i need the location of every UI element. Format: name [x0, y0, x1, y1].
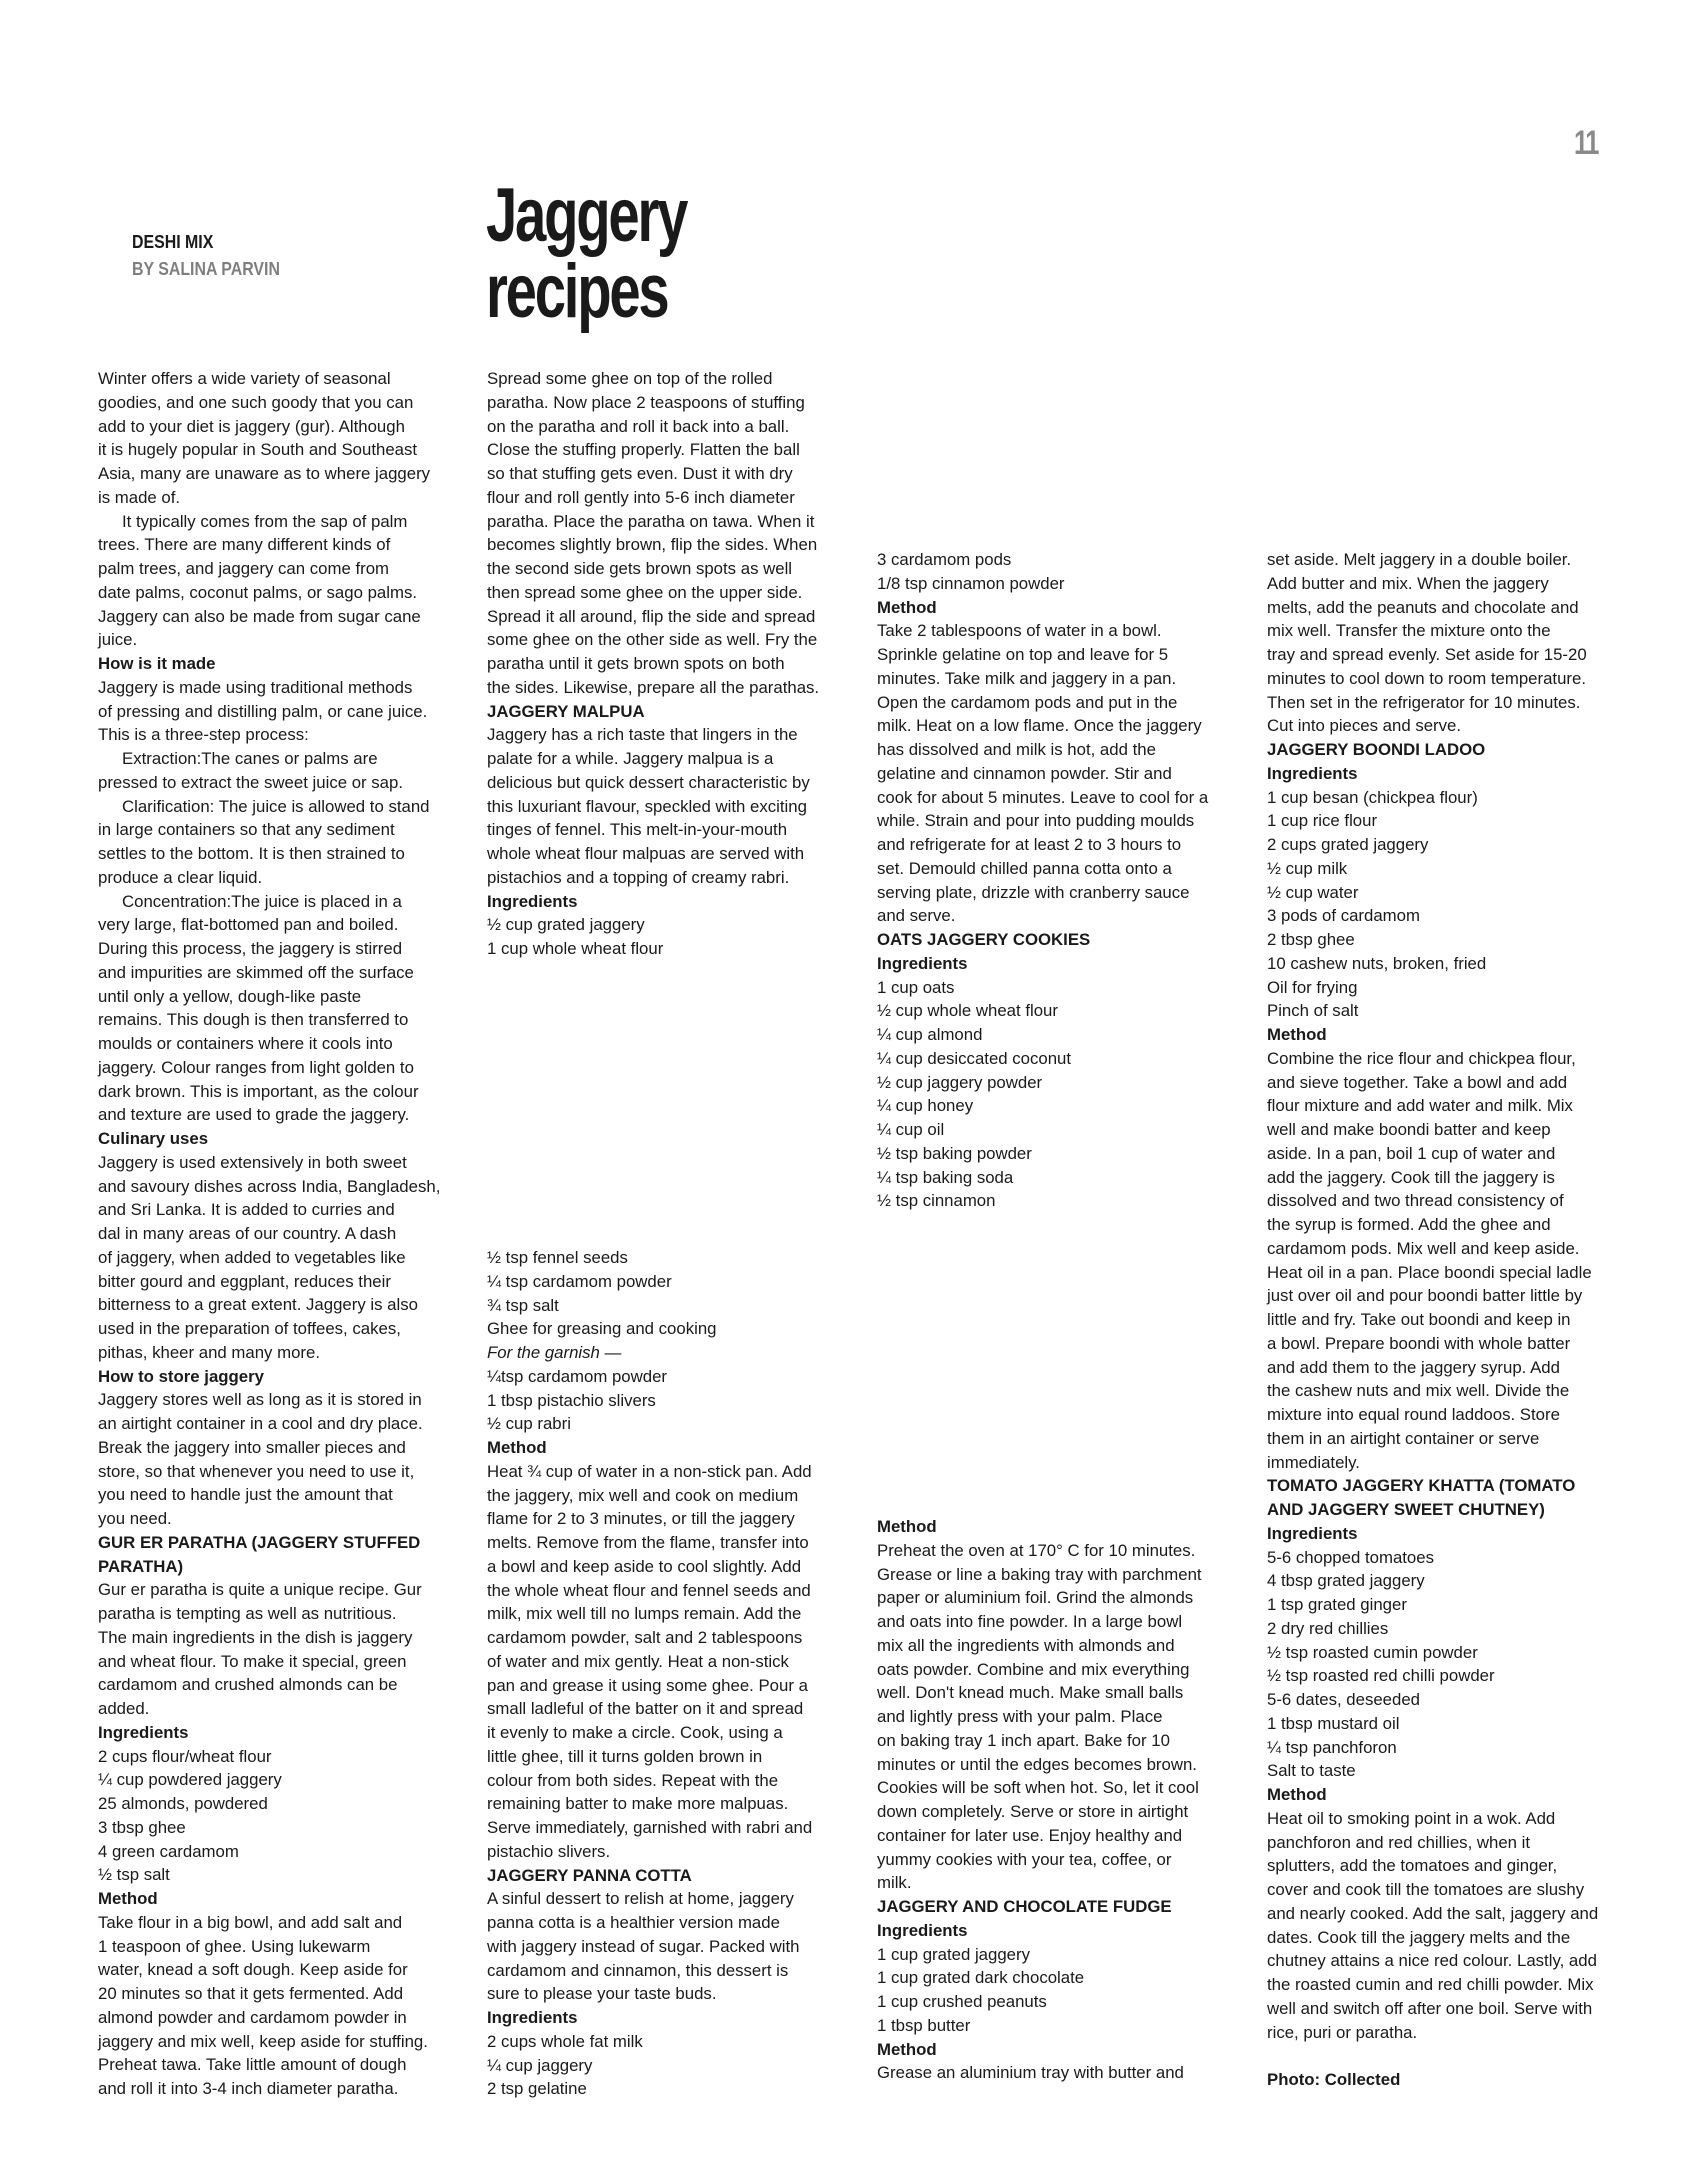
text-line: small ladleful of the batter on it and spread [487, 1699, 804, 1719]
text-line: ½ cup jaggery powder [877, 1072, 1043, 1092]
text-line: Open the cardamom pods and put in the [877, 692, 1178, 712]
text-column-3-block-1 [877, 548, 1237, 1213]
text-line: becomes slightly brown, flip the sides. When [487, 535, 818, 555]
text-line: produce a clear liquid. [98, 867, 263, 887]
text-line: Preheat the oven at 170° C for 10 minutes. [877, 1540, 1196, 1560]
text-line: Break the jaggery into smaller pieces and [98, 1437, 406, 1457]
text-line: palate for a while. Jaggery malpua is a [487, 749, 774, 768]
text-line: Jaggery stores well as long as it is stored in [98, 1390, 422, 1410]
text-line: ½ tsp roasted cumin powder [1267, 1642, 1478, 1662]
text-line: 2 cups grated jaggery [1267, 835, 1429, 854]
text-line: minutes or until the edges becomes brown. [877, 1754, 1197, 1774]
text-line: has dissolved and milk is hot, add the [877, 740, 1156, 759]
text-line: almond powder and cardamom powder in [98, 2007, 407, 2027]
text-line: with jaggery instead of sugar. Packed with [487, 1936, 800, 1956]
text-line: of pressing and distilling palm, or cane juice. [98, 701, 428, 721]
text-line: The main ingredients in the dish is jaggery [98, 1627, 413, 1647]
text-line: Cookies will be soft when hot. So, let it cool [877, 1778, 1199, 1798]
text-line: 1 teaspoon of ghee. Using lukewarm [98, 1936, 371, 1956]
text-line: them in an airtight container or serve [1267, 1428, 1540, 1448]
text-line: of jaggery, when added to vegetables like [98, 1247, 406, 1267]
text-line: the jaggery, mix well and cook on medium [487, 1485, 799, 1505]
text-line: 1 tsp grated ginger [1267, 1595, 1407, 1614]
byline: BY SALINA PARVIN [132, 258, 280, 279]
text-line: the syrup is formed. Add the ghee and [1267, 1215, 1551, 1234]
text-line: of water and mix gently. Heat a non-stick [487, 1651, 789, 1671]
text-line: jaggery. Colour ranges from light golden to [98, 1057, 414, 1077]
text-line: It typically comes from the sap of palm [122, 511, 408, 531]
text-line: 1 tbsp pistachio slivers [487, 1390, 656, 1410]
text-line: the whole wheat flour and fennel seeds and [487, 1580, 811, 1600]
text-line: tray and spread evenly. Set aside for 15-20 [1267, 645, 1587, 664]
text-line: the second side gets brown spots as well [487, 559, 793, 578]
subheading-line: Method [877, 1517, 937, 1536]
text-line: little and fry. Take out boondi and keep in [1267, 1310, 1571, 1329]
text-line: ½ cup rabri [487, 1414, 571, 1434]
page-number: 11 [1574, 124, 1598, 162]
section-name: DESHI MIX [132, 231, 214, 252]
text-line: ½ tsp fennel seeds [487, 1248, 628, 1267]
text-line: just over oil and pour boondi batter little by [1267, 1286, 1583, 1306]
subheading-line: Ingredients [1267, 1523, 1358, 1543]
text-line: well and switch off after one boil. Serve with [1267, 1998, 1593, 2018]
text-line: 20 minutes so that it gets fermented. Add [98, 1984, 404, 2003]
text-line: remaining batter to make more malpuas. [487, 1794, 789, 1814]
text-line: ½ tsp roasted red chilli powder [1267, 1666, 1495, 1686]
text-line: yummy cookies with your tea, coffee, or [877, 1849, 1172, 1869]
text-line: Oil for frying [1267, 977, 1358, 997]
text-line [1267, 2044, 1627, 2068]
text-line: paratha until it gets brown spots on both [487, 654, 785, 673]
text-line: and wheat flour. To make it special, green [98, 1651, 407, 1671]
text-line: 1 cup oats [877, 977, 955, 997]
text-line: minutes. Take milk and jaggery in a pan. [877, 668, 1177, 688]
text-line: ¼ cup powdered jaggery [98, 1770, 282, 1790]
text-line: cardamom and cinnamon, this dessert is [487, 1960, 789, 1980]
subheading-line: Method [1267, 1785, 1327, 1804]
text-line: date palms, coconut palms, or sago palms. [98, 582, 417, 602]
text-line: For the garnish — [487, 1343, 622, 1362]
headline [486, 173, 687, 334]
text-line: 3 cardamom pods [877, 550, 1012, 569]
text-line: pistachio slivers. [487, 1841, 611, 1861]
text-line: ¼ cup oil [877, 1120, 945, 1139]
subheading-line: Method [877, 2039, 937, 2059]
text-line: 1 cup whole wheat flour [487, 939, 664, 958]
subheading-line: Method [1267, 1025, 1327, 1044]
text-line: on the paratha and roll it back into a ball. [487, 416, 790, 436]
subheading-line: JAGGERY MALPUA [487, 701, 645, 721]
text-line: jaggery and mix well, keep aside for stuffing. [98, 2031, 428, 2051]
text-line: Heat oil to smoking point in a wok. Add [1267, 1808, 1556, 1828]
text-line: and serve. [877, 906, 956, 926]
text-line: 4 tbsp grated jaggery [1267, 1571, 1425, 1591]
subheading-line: Method [487, 1438, 547, 1457]
text-line: panchforon and red chillies, when it [1267, 1832, 1531, 1852]
text-line: rice, puri or paratha. [1267, 2022, 1418, 2042]
text-line: whole wheat flour malpuas are served with [487, 844, 805, 863]
text-line: and add them to the jaggery syrup. Add [1267, 1357, 1560, 1377]
subheading-line: TOMATO JAGGERY KHATTA (TOMATO [1267, 1476, 1576, 1496]
text-line: and refrigerate for at least 2 to 3 hours to [877, 835, 1182, 854]
text-line: milk. Heat on a low flame. Once the jaggery [877, 716, 1202, 736]
text-line: 2 tbsp ghee [1267, 930, 1355, 949]
text-line: Jaggery can also be made from sugar cane [98, 606, 421, 626]
text-line: add to your diet is jaggery (gur). Although [98, 416, 405, 436]
text-line: ¼ cup almond [877, 1025, 983, 1044]
subheading-line: Ingredients [98, 1722, 189, 1742]
text-line: pressed to extract the sweet juice or sap. [98, 772, 404, 792]
text-line: dal in many areas of our country. A dash [98, 1224, 397, 1243]
text-line: Grease or line a baking tray with parchment [877, 1564, 1202, 1584]
text-line: paratha is tempting as well as nutritious. [98, 1604, 397, 1623]
text-line: cardamom powder, salt and 2 tablespoons [487, 1628, 803, 1647]
text-line: down completely. Serve or store in airtight [877, 1802, 1189, 1821]
text-line: the sides. Likewise, prepare all the parathas. [487, 677, 820, 697]
text-column-4-block-1 [1267, 548, 1627, 2092]
text-line: Gur er paratha is quite a unique recipe. Gur [98, 1580, 422, 1600]
text-line: set. Demould chilled panna cotta onto a [877, 858, 1172, 878]
text-line: well and make boondi batter and keep [1267, 1120, 1551, 1139]
text-line: moulds or containers where it cools into [98, 1034, 393, 1053]
text-line: 1 cup besan (chickpea flour) [1267, 787, 1478, 807]
text-line: ¼ cup jaggery [487, 2055, 593, 2075]
text-column-3-block-2 [877, 1515, 1237, 2085]
text-line: bitter gourd and eggplant, reduces their [98, 1271, 391, 1291]
text-line: milk, mix well till no lumps remain. Add the [487, 1604, 802, 1624]
text-line: Add butter and mix. When the jaggery [1267, 573, 1549, 593]
text-line: ¼ tsp panchforon [1267, 1737, 1397, 1757]
text-line: dissolved and two thread consistency of [1267, 1191, 1564, 1211]
text-line: immediately. [1267, 1452, 1360, 1472]
text-line: Close the stuffing properly. Flatten the ball [487, 440, 800, 460]
subheading-line: Photo: Collected [1267, 2070, 1401, 2089]
text-column-2-block-2 [487, 1246, 847, 2101]
text-line: ¼ tsp baking soda [877, 1167, 1014, 1187]
text-line: Salt to taste [1267, 1761, 1356, 1781]
text-line: melts, add the peanuts and chocolate and [1267, 597, 1579, 617]
text-line: it is hugely popular in South and Southeast [98, 440, 418, 460]
text-line: Serve immediately, garnished with rabri and [487, 1818, 813, 1837]
subheading-line: How is it made [98, 654, 216, 673]
text-line: while. Strain and pour into pudding moulds [877, 811, 1195, 831]
text-line: until only a yellow, dough-like paste [98, 986, 362, 1006]
headline-line-1: Jaggery [486, 173, 687, 258]
subheading-line: AND JAGGERY SWEET CHUTNEY) [1267, 1500, 1545, 1519]
text-line: sure to please your taste buds. [487, 1984, 717, 2004]
subheading-line: Ingredients [487, 2008, 578, 2027]
text-line: Pinch of salt [1267, 1001, 1359, 1021]
text-line: well. Don't knead much. Make small balls [877, 1683, 1184, 1703]
text-line: 1 cup grated dark chocolate [877, 1968, 1085, 1988]
text-column-1-block-1 [98, 367, 458, 2101]
text-line: ½ tsp cinnamon [877, 1191, 996, 1211]
text-line: container for later use. Enjoy healthy and [877, 1825, 1183, 1845]
text-line: so that stuffing gets even. Dust it with dry [487, 464, 793, 483]
text-line: colour from both sides. Repeat with the [487, 1770, 779, 1790]
text-line: melts. Remove from the flame, transfer into [487, 1533, 809, 1552]
text-line: ½ tsp salt [98, 1865, 170, 1885]
text-line: palm trees, and jaggery can come from [98, 559, 390, 578]
text-line: bitterness to a great extent. Jaggery is also [98, 1295, 418, 1315]
text-line: settles to the bottom. It is then strained to [98, 844, 405, 863]
text-line: Cut into pieces and serve. [1267, 716, 1462, 736]
subheading-line: Culinary uses [98, 1129, 209, 1148]
text-line: Jaggery is used extensively in both sweet [98, 1152, 407, 1172]
text-line: paper or aluminium foil. Grind the almonds [877, 1588, 1194, 1608]
text-line: remains. This dough is then transferred to [98, 1010, 409, 1030]
text-line: little ghee, till it turns golden brown in [487, 1746, 763, 1766]
text-line: Spread some ghee on top of the rolled [487, 369, 773, 388]
subheading-line: JAGGERY AND CHOCOLATE FUDGE [877, 1897, 1172, 1916]
text-line: 2 cups whole fat milk [487, 2031, 643, 2051]
text-line: pistachios and a topping of creamy rabri. [487, 867, 790, 887]
text-line: 2 tsp gelatine [487, 2079, 587, 2099]
text-line: 1 cup crushed peanuts [877, 1992, 1047, 2011]
text-line: Spread it all around, flip the side and spread [487, 606, 816, 626]
text-line: Jaggery is made using traditional methods [98, 677, 413, 697]
text-line: gelatine and cinnamon powder. Stir and [877, 763, 1172, 783]
text-line: chutney attains a nice red colour. Lastly, add [1267, 1951, 1597, 1971]
text-line: ½ cup grated jaggery [487, 915, 645, 935]
text-line: This is a three-step process: [98, 725, 309, 745]
subheading-line: Method [98, 1889, 158, 1908]
text-line: add the jaggery. Cook till the jaggery is [1267, 1167, 1555, 1187]
text-line: ½ tsp baking powder [877, 1143, 1032, 1163]
text-line: an airtight container in a cool and dry place. [98, 1414, 423, 1433]
text-line: ¼ tsp cardamom powder [487, 1271, 672, 1291]
text-line: Winter offers a wide variety of seasonal [98, 369, 391, 388]
text-line: you need. [98, 1509, 172, 1528]
text-line: Heat oil in a pan. Place boondi special ladle [1267, 1262, 1592, 1282]
text-line: ½ cup whole wheat flour [877, 1001, 1058, 1021]
text-line: store, so that whenever you need to use it, [98, 1461, 415, 1481]
text-line: the roasted cumin and red chilli powder. Mix [1267, 1975, 1594, 1994]
text-line: oats powder. Combine and mix everything [877, 1659, 1190, 1679]
text-line: A sinful dessert to relish at home, jaggery [487, 1889, 794, 1909]
text-line: and texture are used to grade the jaggery. [98, 1105, 410, 1125]
text-line: During this process, the jaggery is stirred [98, 939, 403, 958]
text-line: ¼tsp cardamom powder [487, 1366, 668, 1386]
text-line: ¼ cup desiccated coconut [877, 1048, 1072, 1068]
text-line: this luxuriant flavour, speckled with exciting [487, 796, 807, 816]
text-line: added. [98, 1699, 150, 1718]
text-line: Extraction:The canes or palms are [122, 749, 378, 768]
text-line: you need to handle just the amount that [98, 1485, 393, 1505]
text-line: Ghee for greasing and cooking [487, 1319, 717, 1339]
text-line: ¼ cup honey [877, 1096, 974, 1116]
text-line: Clarification: The juice is allowed to stand [122, 796, 430, 816]
text-line: dates. Cook till the jaggery melts and the [1267, 1927, 1571, 1947]
subheading-line: JAGGERY PANNA COTTA [487, 1865, 692, 1885]
text-line: flour and roll gently into 5-6 inch diameter [487, 487, 795, 507]
text-line: ½ cup water [1267, 882, 1359, 902]
subheading-line: Ingredients [877, 953, 968, 973]
text-line: the cashew nuts and mix well. Divide the [1267, 1381, 1570, 1401]
subheading-line: Ingredients [877, 1920, 968, 1940]
text-line: and Sri Lanka. It is added to curries and [98, 1200, 395, 1220]
text-line: and oats into fine powder. In a large bowl [877, 1612, 1183, 1631]
text-line: and savoury dishes across India, Bangladesh, [98, 1176, 441, 1196]
text-line: paratha. Now place 2 teaspoons of stuffing [487, 392, 805, 412]
text-line: pithas, kheer and many more. [98, 1342, 320, 1362]
text-line: Take 2 tablespoons of water in a bowl. [877, 621, 1162, 641]
text-line: cardamom and crushed almonds can be [98, 1675, 398, 1695]
subheading-line: PARATHA) [98, 1556, 184, 1576]
headline-line-2: recipes [486, 249, 668, 334]
subheading-line: Method [877, 597, 937, 617]
text-line: 1 cup rice flour [1267, 811, 1378, 831]
text-line: on baking tray 1 inch apart. Bake for 10 [877, 1730, 1170, 1750]
text-line: milk. [877, 1873, 912, 1893]
text-line: Then set in the refrigerator for 10 minutes. [1267, 692, 1581, 712]
text-line: Combine the rice flour and chickpea flour, [1267, 1048, 1576, 1068]
text-line: 1 cup grated jaggery [877, 1944, 1030, 1964]
text-line: 1 tbsp mustard oil [1267, 1713, 1400, 1733]
text-line: mixture into equal round laddoos. Store [1267, 1405, 1560, 1424]
text-line: tinges of fennel. This melt-in-your-mouth [487, 820, 788, 840]
text-line: splutters, add the tomatoes and ginger, [1267, 1856, 1558, 1876]
text-line: 2 cups flour/wheat flour [98, 1746, 272, 1766]
text-line: pan and grease it using some ghee. Pour a [487, 1675, 808, 1695]
text-line: ½ cup milk [1267, 858, 1348, 878]
text-line: paratha. Place the paratha on tawa. When it [487, 511, 815, 531]
text-line: a bowl. Prepare boondi with whole batter [1267, 1333, 1571, 1353]
subheading-line: Ingredients [487, 891, 578, 911]
text-line: Take flour in a big bowl, and add salt and [98, 1912, 403, 1932]
text-line: Asia, many are unaware as to where jaggery [98, 464, 431, 483]
text-line: and roll it into 3-4 inch diameter paratha. [98, 2079, 399, 2098]
text-line: it evenly to make a circle. Cook, using a [487, 1723, 783, 1742]
text-line: Sprinkle gelatine on top and leave for 5 [877, 645, 1169, 664]
text-line: aside. In a pan, boil 1 cup of water and [1267, 1143, 1556, 1163]
text-line: Concentration:The juice is placed in a [122, 891, 402, 911]
text-line: flour mixture and add water and milk. Mix [1267, 1096, 1573, 1116]
text-line: dark brown. This is important, as the colour [98, 1081, 419, 1101]
text-line: 25 almonds, powdered [98, 1794, 268, 1813]
text-line: 5-6 dates, deseeded [1267, 1690, 1421, 1709]
text-line: is made of. [98, 487, 181, 507]
text-line: Preheat tawa. Take little amount of dough [98, 2055, 407, 2075]
text-line: set aside. Melt jaggery in a double boiler. [1267, 550, 1572, 569]
text-line: juice. [98, 630, 138, 650]
text-line: Grease an aluminium tray with butter and [877, 2063, 1184, 2083]
text-line: a bowl and keep aside to cool slightly. Add [487, 1556, 802, 1576]
text-line: Jaggery has a rich taste that lingers in the [487, 725, 798, 745]
text-line: 10 cashew nuts, broken, fried [1267, 953, 1487, 973]
text-line: goodies, and one such goody that you can [98, 392, 414, 412]
section-tag [132, 228, 280, 282]
subheading-line: How to store jaggery [98, 1366, 264, 1386]
text-line: 1/8 tsp cinnamon powder [877, 573, 1065, 593]
text-column-2-block-1 [487, 367, 847, 961]
text-line: delicious but quick dessert characteristic by [487, 772, 810, 792]
text-line: in large containers so that any sediment [98, 820, 395, 840]
text-line: 3 tbsp ghee [98, 1817, 186, 1837]
text-line: Heat ¾ cup of water in a non-stick pan. Add [487, 1461, 812, 1481]
text-line: water, knead a soft dough. Keep aside for [98, 1960, 408, 1980]
text-line: 4 green cardamom [98, 1841, 239, 1861]
text-line: 1 tbsp butter [877, 2015, 971, 2035]
text-line: cook for about 5 minutes. Leave to cool for a [877, 787, 1209, 807]
subheading-line: Ingredients [1267, 763, 1358, 783]
text-line: minutes to cool down to room temperature. [1267, 668, 1586, 688]
text-line: and nearly cooked. Add the salt, jaggery and [1267, 1903, 1599, 1923]
text-line: flame for 2 to 3 minutes, or till the jaggery [487, 1509, 795, 1529]
text-line: 5-6 chopped tomatoes [1267, 1547, 1434, 1567]
subheading-line: GUR ER PARATHA (JAGGERY STUFFED [98, 1532, 421, 1552]
text-line: and impurities are skimmed off the surface [98, 962, 414, 982]
text-line: 2 dry red chillies [1267, 1618, 1389, 1638]
text-line: panna cotta is a healthier version made [487, 1913, 780, 1932]
text-line: and lightly press with your palm. Place [877, 1707, 1163, 1726]
subheading-line: OATS JAGGERY COOKIES [877, 930, 1091, 949]
text-line: and sieve together. Take a bowl and add [1267, 1072, 1568, 1092]
subheading-line: JAGGERY BOONDI LADOO [1267, 740, 1486, 759]
text-line: some ghee on the other side as well. Fry the [487, 630, 818, 650]
text-line: used in the preparation of toffees, cakes, [98, 1319, 401, 1338]
text-line: serving plate, drizzle with cranberry sauce [877, 882, 1190, 902]
text-line: then spread some ghee on the upper side. [487, 582, 803, 602]
text-line: trees. There are many different kinds of [98, 535, 391, 555]
text-line: mix all the ingredients with almonds and [877, 1635, 1175, 1655]
text-line: very large, flat-bottomed pan and boiled. [98, 915, 399, 935]
text-line: mix well. Transfer the mixture onto the [1267, 621, 1551, 641]
text-line: 3 pods of cardamom [1267, 906, 1420, 926]
text-line: ¾ tsp salt [487, 1295, 559, 1315]
text-line: cover and cook till the tomatoes are slushy [1267, 1880, 1585, 1899]
text-line: cardamom pods. Mix well and keep aside. [1267, 1238, 1580, 1258]
